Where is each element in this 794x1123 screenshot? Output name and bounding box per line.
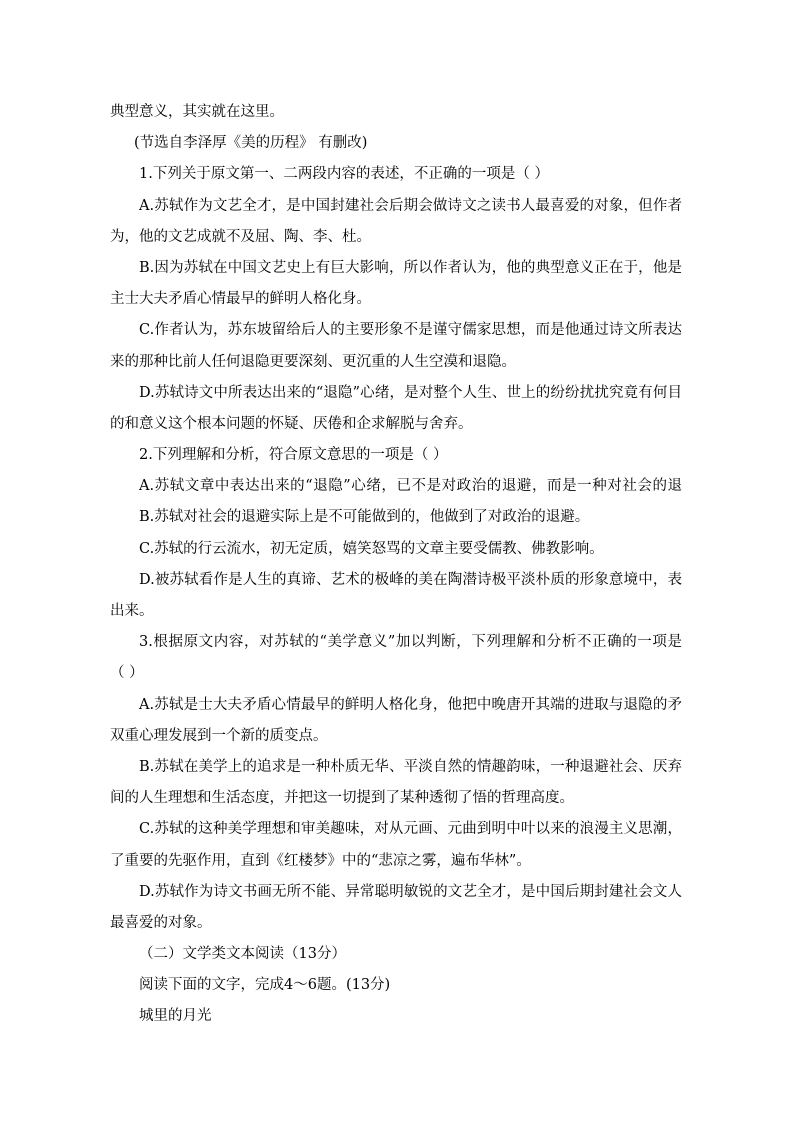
text-line: 间的人生理想和生活态度，并把这一切提到了某种透彻了悟的哲理高度。 bbox=[110, 790, 574, 807]
text-line: 最喜爱的对象。 bbox=[110, 914, 212, 931]
text-line: 2.下列理解和分析，符合原文意思的一项是（ ） bbox=[139, 447, 448, 464]
text-line: A.苏轼是士大夫矛盾心情最早的鲜明人格化身，他把中晚唐开其端的进取与退隐的矛 bbox=[139, 696, 682, 713]
document-body bbox=[110, 97, 682, 1033]
text-line: C.作者认为，苏东坡留给后人的主要形象不是谨守儒家思想，而是他通过诗文所表达 bbox=[139, 322, 682, 339]
text-line: D.苏轼作为诗文书画无所不能、异常聪明敏锐的文艺全才，是中国后期封建社会文人 bbox=[139, 883, 682, 900]
text-line: B.苏轼对社会的退避实际上是不可能做到的，他做到了对政治的退避。 bbox=[139, 509, 590, 526]
text-line: B.因为苏轼在中国文艺史上有巨大影响，所以作者认为，他的典型意义正在于，他是 bbox=[139, 259, 682, 276]
text-line: (节选自李泽厚《美的历程》 有删改) bbox=[134, 135, 368, 152]
text-line: 典型意义，其实就在这里。 bbox=[110, 104, 284, 120]
text-line: 1.下列关于原文第一、二两段内容的表述，不正确的一项是（ ） bbox=[139, 166, 549, 183]
text-line: C.苏轼的这种美学理想和审美趣味，对从元画、元曲到明中叶以来的浪漫主义思潮， bbox=[139, 821, 682, 838]
text-line: A.苏轼文章中表达出来的“退隐”心绪，已不是对政治的退避，而是一种对社会的退 bbox=[139, 478, 682, 495]
text-line: 主士大夫矛盾心情最早的鲜明人格化身。 bbox=[110, 291, 371, 308]
text-line: B.苏轼在美学上的追求是一种朴质无华、平淡自然的情趣韵味，一种退避社会、厌弃 bbox=[139, 758, 682, 775]
text-line: （二）文学类文本阅读（13分） bbox=[139, 946, 346, 963]
text-line: （ ） bbox=[110, 665, 144, 682]
text-line: 阅读下面的文字，完成4～6题。(13分) bbox=[139, 977, 391, 994]
text-line: A.苏轼作为文艺全才，是中国封建社会后期会做诗文之读书人最喜爱的对象，但作者 bbox=[139, 197, 682, 214]
text-line: 来的那种比前人任何退隐更要深刻、更沉重的人生空漠和退隐。 bbox=[110, 353, 516, 370]
text-line: 为，他的文艺成就不及屈、陶、李、杜。 bbox=[110, 228, 371, 245]
text-line: 了重要的先驱作用，直到《红楼梦》中的“悲凉之雾，遍布华林”。 bbox=[110, 852, 531, 869]
text-line: D.苏轼诗文中所表达出来的“退隐”心绪，是对整个人生、世上的纷纷扰扰究竟有何目 bbox=[139, 384, 682, 401]
text-line: 的和意义这个根本问题的怀疑、厌倦和企求解脱与舍弃。 bbox=[110, 415, 473, 432]
document-page bbox=[110, 97, 682, 1033]
text-line: D.被苏轼看作是人生的真谛、艺术的极峰的美在陶潜诗极平淡朴质的形象意境中，表 bbox=[139, 571, 682, 588]
text-line: C.苏轼的行云流水，初无定质，嬉笑怒骂的文章主要受儒教、佛教影响。 bbox=[139, 540, 604, 557]
text-line: 出来。 bbox=[110, 603, 154, 619]
text-line: 双重心理发展到一个新的质变点。 bbox=[110, 727, 328, 744]
text-line: 城里的月光 bbox=[139, 1008, 212, 1025]
text-line: 3.根据原文内容，对苏轼的“美学意义”加以判断，下列理解和分析不正确的一项是 bbox=[139, 634, 682, 651]
